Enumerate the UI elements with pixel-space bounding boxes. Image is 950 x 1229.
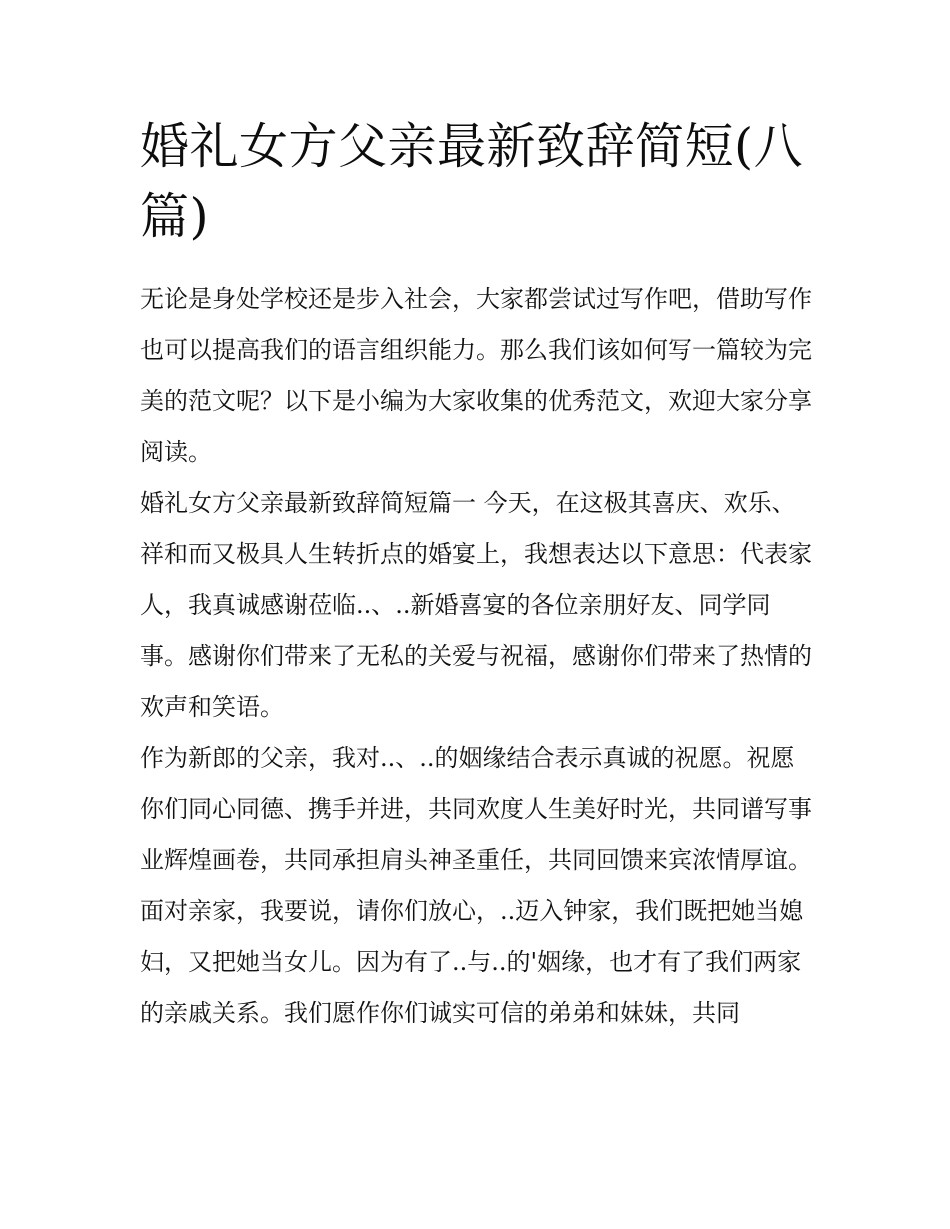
- paragraph-intro: 无论是身处学校还是步入社会，大家都尝试过写作吧，借助写作也可以提高我们的语言组织能力。那么我们该如何写一篇较为完美的范文呢？以下是小编为大家收集的优秀范文，欢迎大家分享阅读。: [140, 285, 812, 466]
- paragraph-in-laws: 面对亲家，我要说，请你们放心，..迈入钟家，我们既把她当媳妇，又把她当女儿。因为有了..与..的'姻缘，也才有了我们两家的亲戚关系。我们愿作你们诚实可信的弟弟和妹妹，共同: [140, 897, 804, 1027]
- paragraph-wishes: 作为新郎的父亲，我对..、..的姻缘结合表示真诚的祝愿。祝愿你们同心同德、携手并进，共同欢度人生美好时光，共同谱写事业辉煌画卷，共同承担肩头神圣重任，共同回馈来宾浓情厚谊。: [140, 744, 812, 874]
- paragraph-thanks: 婚礼女方父亲最新致辞简短篇一 今天，在这极其喜庆、欢乐、祥和而又极具人生转折点的婚宴上，我想表达以下意思：代表家人，我真诚感谢莅临..、..新婚喜宴的各位亲朋好友、同学同事。感谢你们带来了无私的关爱与祝福，感谢你们带来了热情的欢声和笑语。: [140, 489, 812, 721]
- document-body: [140, 112, 815, 1039]
- document-title: 婚礼女方父亲最新致辞简短(八篇): [140, 118, 804, 245]
